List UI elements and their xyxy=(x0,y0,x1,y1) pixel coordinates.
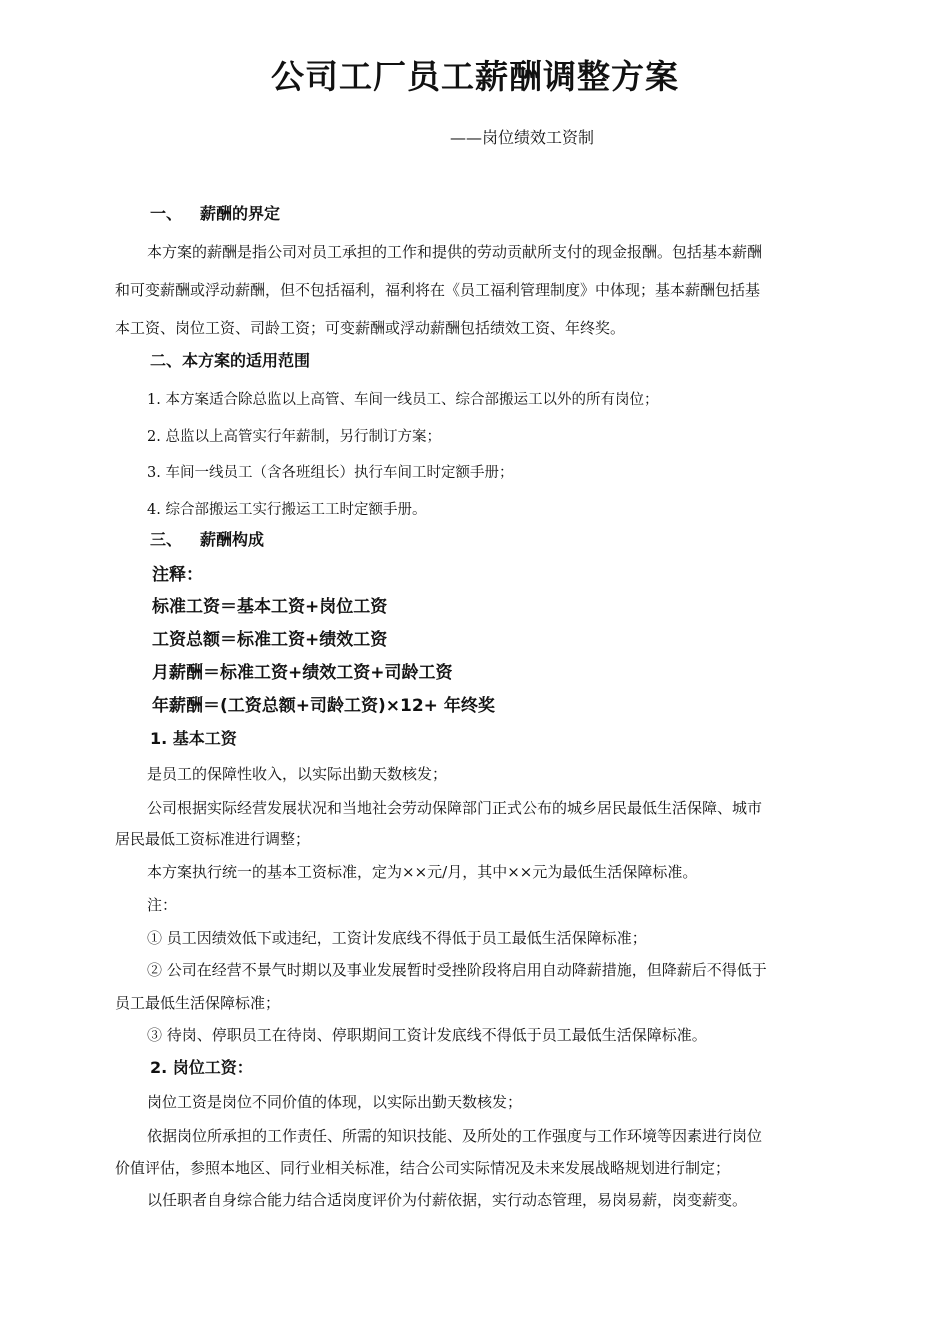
note-label: 注释： xyxy=(152,565,203,585)
section-2-heading: 二、本方案的适用范围 xyxy=(150,351,311,370)
section-3-heading-number: 三、 xyxy=(150,530,183,549)
formula-line: 工资总额＝标准工资+绩效工资 xyxy=(152,630,388,650)
list-item: 2. 总监以上高管实行年薪制，另行制订方案； xyxy=(147,429,441,445)
formula-line: 月薪酬＝标准工资+绩效工资+司龄工资 xyxy=(152,663,453,683)
paragraph-line: 本方案执行统一的基本工资标准，定为××元/月，其中××元为最低生活保障标准。 xyxy=(147,863,698,881)
section-3-heading: 薪酬构成 xyxy=(200,530,265,549)
note-item-continued: 员工最低生活保障标准； xyxy=(115,994,281,1012)
list-item: 1. 本方案适合除总监以上高管、车间一线员工、综合部搬运工以外的所有岗位； xyxy=(147,392,659,408)
paragraph-line: 以任职者自身综合能力结合适岗度评价为付薪依据，实行动态管理，易岗易薪，岗变薪变。 xyxy=(147,1191,748,1209)
list-item: 3. 车间一线员工（含各班组长）执行车间工时定额手册； xyxy=(147,465,514,481)
paragraph-line: 公司根据实际经营发展状况和当地社会劳动保障部门正式公布的城乡居民最低生活保障、城市 xyxy=(147,799,763,817)
subsection-2-heading: 2. 岗位工资： xyxy=(150,1058,253,1077)
note-label: 注： xyxy=(147,896,178,914)
paragraph-line: 岗位工资是岗位不同价值的体现，以实际出勤天数核发； xyxy=(147,1093,523,1111)
note-item: ② 公司在经营不景气时期以及事业发展暂时受挫阶段将启用自动降薪措施，但降薪后不得低于 xyxy=(147,961,767,979)
paragraph-line: 和可变薪酬或浮动薪酬，但不包括福利，福利将在《员工福利管理制度》中体现；基本薪酬包括基 xyxy=(115,281,761,299)
subsection-1-heading: 1. 基本工资 xyxy=(150,729,237,748)
section-1-heading-number: 一、 xyxy=(150,204,183,223)
note-item: ① 员工因绩效低下或违纪，工资计发底线不得低于员工最低生活保障标准； xyxy=(147,929,647,947)
list-item: 4. 综合部搬运工实行搬运工工时定额手册。 xyxy=(147,502,427,518)
paragraph-line: 本工资、岗位工资、司龄工资；可变薪酬或浮动薪酬包括绩效工资、年终奖。 xyxy=(115,319,626,337)
paragraph-line: 价值评估，参照本地区、同行业相关标准，结合公司实际情况及未来发展战略规划进行制定； xyxy=(115,1159,731,1177)
section-1-heading: 薪酬的界定 xyxy=(200,204,281,223)
paragraph-line: 居民最低工资标准进行调整； xyxy=(115,830,311,848)
document-title: 公司工厂员工薪酬调整方案 xyxy=(271,57,679,96)
note-item: ③ 待岗、停职员工在待岗、停职期间工资计发底线不得低于员工最低生活保障标准。 xyxy=(147,1026,707,1044)
paragraph-line: 本方案的薪酬是指公司对员工承担的工作和提供的劳动贡献所支付的现金报酬。包括基本薪酬 xyxy=(147,243,763,261)
paragraph-line: 是员工的保障性收入，以实际出勤天数核发； xyxy=(147,765,448,783)
formula-line: 年薪酬＝(工资总额+司龄工资)×12+ 年终奖 xyxy=(152,696,495,716)
document-subtitle: ——岗位绩效工资制 xyxy=(450,128,595,147)
paragraph-line: 依据岗位所承担的工作责任、所需的知识技能、及所处的工作强度与工作环境等因素进行岗位 xyxy=(147,1127,763,1145)
formula-line: 标准工资＝基本工资+岗位工资 xyxy=(152,597,388,617)
